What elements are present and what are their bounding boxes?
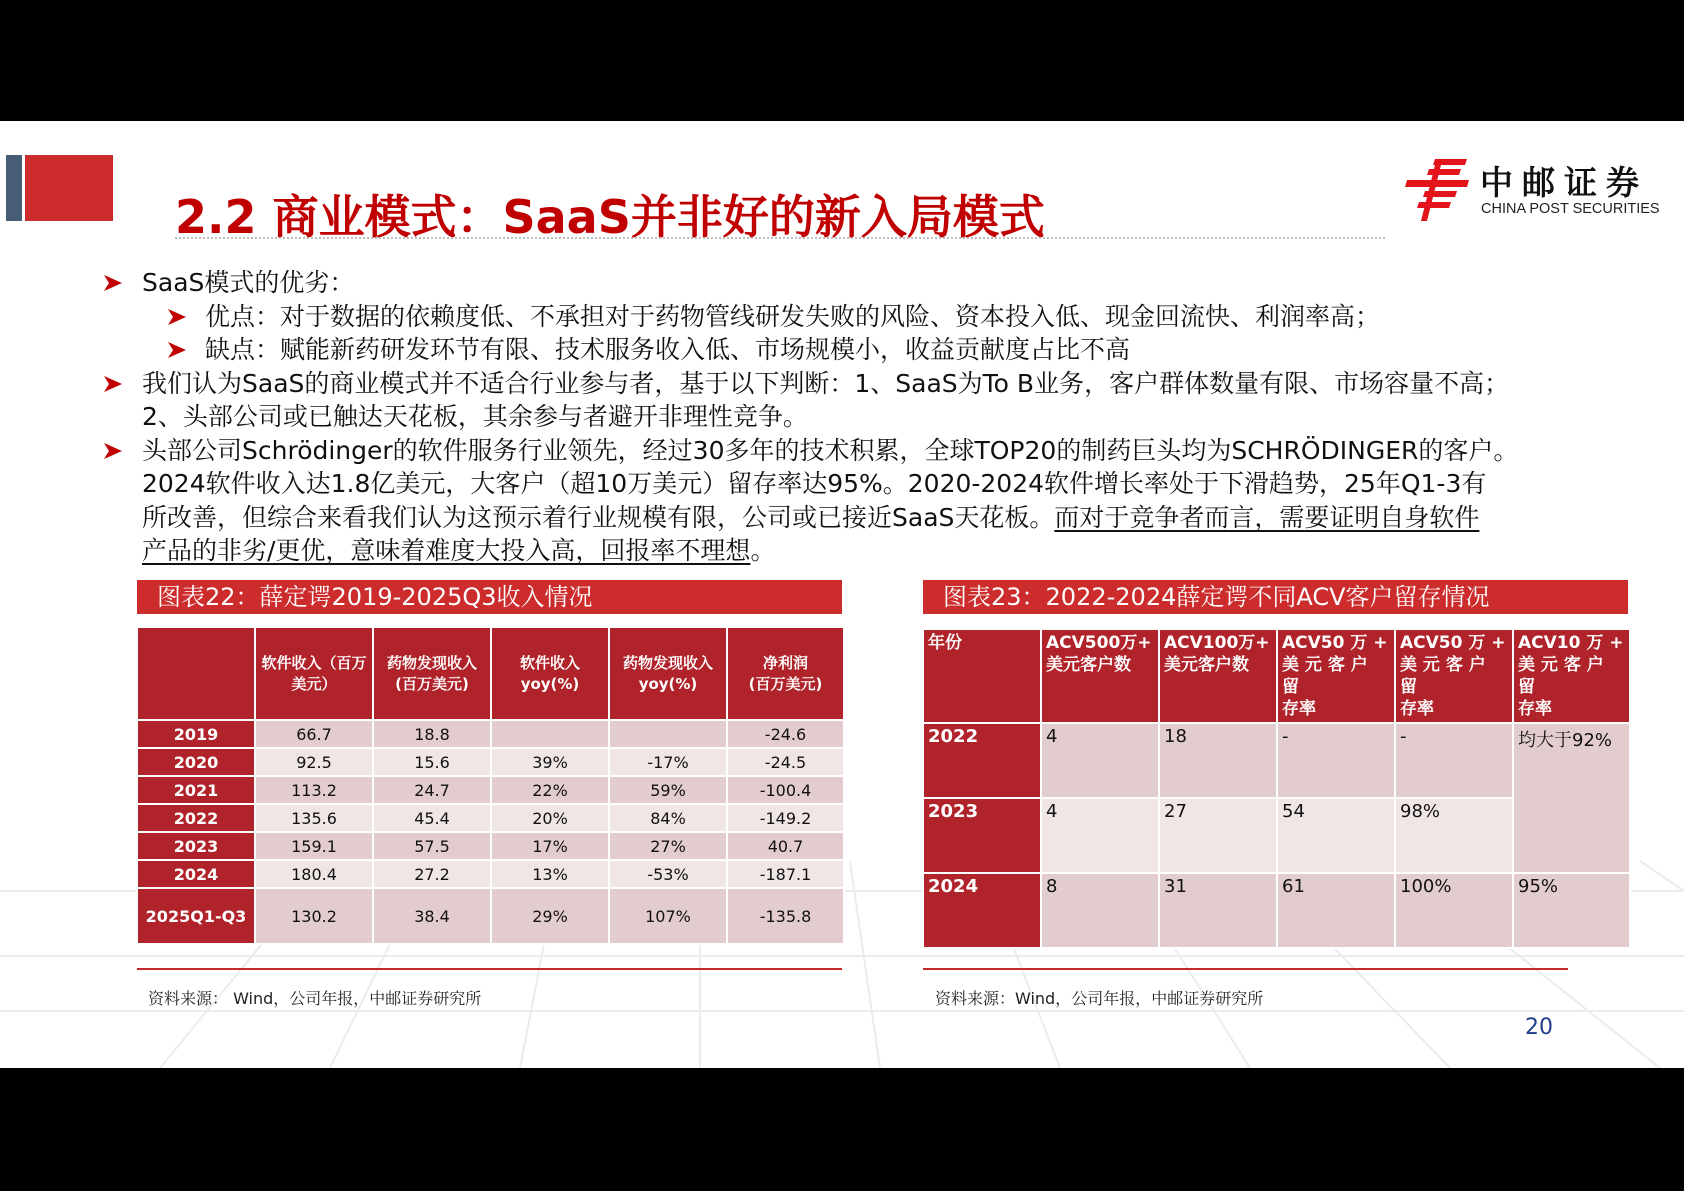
header-cell: ACV50 万 + 美 元 客 户 留 存率 <box>1277 629 1395 723</box>
header-cell: 软件收入（百万 美元） <box>255 627 373 720</box>
bullet-arrow-icon <box>104 443 122 459</box>
table-row: 2023 4 27 54 98% <box>923 798 1630 873</box>
title-divider <box>175 237 1385 239</box>
table-row: 2024 8 31 61 100% 95% <box>923 873 1630 948</box>
bullet-cons: 缺点：赋能新药研发环节有限、技术服务收入低、市场规模小，收益贡献度占比不高 <box>100 333 1660 367</box>
table-row: 2019 66.7 18.8 -24.6 <box>137 720 844 748</box>
header-cell: 年份 <box>923 629 1041 723</box>
header-cell: 药物发现收入 (百万美元) <box>373 627 491 720</box>
bullet-arrow-icon <box>104 275 122 291</box>
table-row: 2022 4 18 - - 均大于92% <box>923 723 1630 798</box>
bullet-saas-pros-cons: SaaS模式的优劣： <box>100 266 1660 300</box>
table22-revenue <box>136 626 845 945</box>
header-cell: 药物发现收入 yoy(%) <box>609 627 727 720</box>
merged-retention-cell: 均大于92% <box>1513 723 1630 873</box>
china-post-emblem-icon <box>1405 159 1471 221</box>
bullet-arrow-icon <box>104 376 122 392</box>
header-cell: 软件收入 yoy(%) <box>491 627 609 720</box>
header-cell: ACV10 万 + 美 元 客 户 留 存率 <box>1513 629 1630 723</box>
page-title: 2.2 商业模式：SaaS并非好的新入局模式 <box>175 190 1045 244</box>
header-cell: ACV50 万 + 美 元 客 户 留 存率 <box>1395 629 1513 723</box>
logo-chinese-name: 中邮证券 <box>1480 163 1648 202</box>
bullet-pros: 优点：对于数据的依赖度低、不承担对于药物管线研发失败的风险、资本投入低、现金回流快、利润率高； <box>100 300 1660 334</box>
title-accent-bar-red <box>25 155 113 221</box>
slide <box>0 121 1684 1068</box>
underlined-emphasis: 而对于竞争者而言，需要证明自身软件 <box>1054 502 1480 532</box>
table-row: 2025Q1-Q3 130.2 38.4 29% 107% -135.8 <box>137 888 844 944</box>
underlined-emphasis: 产品的非劣/更优，意味着难度大投入高，回报率不理想 <box>142 536 751 565</box>
bullet-list <box>100 266 1660 568</box>
table22-source: 资料来源： Wind，公司年报，中邮证券研究所 <box>148 989 482 1008</box>
table-row: 2020 92.5 15.6 39% -17% -24.5 <box>137 748 844 776</box>
table22-caption: 图表22：薛定谔2019-2025Q3收入情况 <box>137 580 842 614</box>
table23-caption: 图表23：2022-2024薛定谔不同ACV客户留存情况 <box>923 580 1628 614</box>
company-logo <box>1405 157 1665 227</box>
table-row: 2022 135.6 45.4 20% 84% -149.2 <box>137 804 844 832</box>
table-row: 2024 180.4 27.2 13% -53% -187.1 <box>137 860 844 888</box>
source-divider <box>137 968 842 970</box>
table23-source: 资料来源：Wind，公司年报，中邮证券研究所 <box>935 989 1264 1008</box>
header-cell <box>137 627 255 720</box>
page-number: 20 <box>1525 1015 1553 1040</box>
bullet-saas-judgement: 我们认为SaaS的商业模式并不适合行业参与者，基于以下判断：1、SaaS为To B业务，客户群体数量有限、市场容量不高； 2、头部公司或已触达天花板，其余参与者避开非理性竞争。 <box>100 367 1660 434</box>
table-row: 2021 113.2 24.7 22% 59% -100.4 <box>137 776 844 804</box>
bullet-schrodinger: 头部公司Schrödinger的软件服务行业领先，经过30多年的技术积累，全球TOP20的制药巨头均为SCHRÖDINGER的客户。 2024软件收入达1.8亿美元，大客户（超10万美元）留存率达95%。2020-2024软件增长率处于下滑趋势，25年Q1-3有 所改善，但综合来看我们认为这预示着行业规模有限，公司或已接近SaaS天花板。而对于竞争者而言，需要证明自身软件 产品的非劣/更优，意味着难度大投入高，回报率不理想。 <box>100 434 1660 568</box>
table-row: 2023 159.1 57.5 17% 27% 40.7 <box>137 832 844 860</box>
bullet-arrow-icon <box>168 309 186 325</box>
bullet-arrow-icon <box>168 342 186 358</box>
table23-acv-retention <box>922 628 1631 949</box>
source-divider <box>923 968 1568 970</box>
table-header-row <box>923 629 1630 723</box>
header-cell: 净利润 (百万美元) <box>727 627 844 720</box>
header-cell: ACV100万+ 美元客户数 <box>1159 629 1277 723</box>
table-header-row <box>137 627 844 720</box>
logo-english-name: CHINA POST SECURITIES <box>1481 201 1660 217</box>
title-accent-bar-blue <box>6 155 22 221</box>
header-cell: ACV500万+ 美元客户数 <box>1041 629 1159 723</box>
